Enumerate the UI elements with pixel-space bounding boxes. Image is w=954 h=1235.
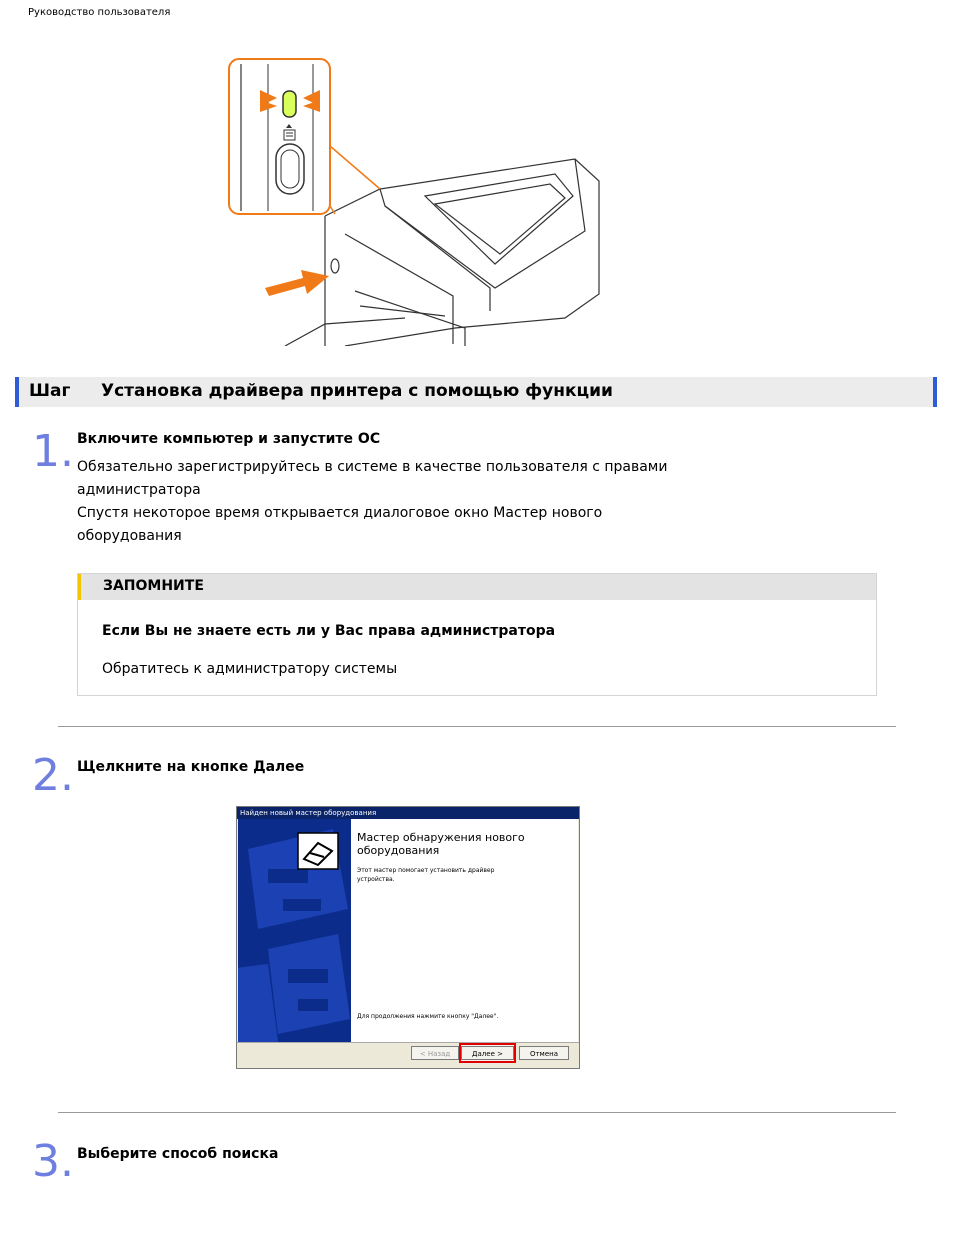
wizard-dialog xyxy=(236,806,580,1069)
step-heading: Выберите способ поиска xyxy=(77,1146,279,1162)
dialog-description xyxy=(357,866,527,884)
dialog-separator xyxy=(237,1042,579,1043)
step-text xyxy=(77,456,667,548)
note-subtitle: Если Вы не знаете есть ли у Вас права администратора xyxy=(102,623,556,639)
step-text-line: Спустя некоторое время открывается диалоговое окно Мастер нового xyxy=(77,505,603,521)
printer-illustration xyxy=(225,56,605,346)
note-title: ЗАПОМНИТЕ xyxy=(103,578,204,594)
section-header xyxy=(15,377,937,407)
divider xyxy=(58,726,896,727)
back-button[interactable]: < Назад xyxy=(411,1046,459,1060)
step-text-line: администратора xyxy=(77,482,201,498)
power-switch-arrow xyxy=(265,270,329,296)
step-text-line: оборудования xyxy=(77,528,182,544)
step-text-line: Обязательно зарегистрируйтесь в системе в качестве пользователя с правами xyxy=(77,459,668,475)
divider xyxy=(58,1112,896,1113)
note-box xyxy=(77,573,877,696)
control-panel-callout xyxy=(229,59,330,214)
document-header: Руководство пользователя xyxy=(28,7,171,18)
dialog-content xyxy=(351,819,578,1042)
dialog-heading xyxy=(357,831,525,857)
step-heading: Щелкните на кнопке Далее xyxy=(77,759,305,775)
status-led xyxy=(283,91,296,117)
dialog-heading-line: Мастер обнаружения нового xyxy=(357,831,525,844)
section-title: Установка драйвера принтера с помощью функции xyxy=(101,381,613,401)
step-heading: Включите компьютер и запустите ОС xyxy=(77,431,381,447)
dialog-description-line: Этот мастер помогает установить драйвер xyxy=(357,867,495,874)
dialog-heading-line: оборудования xyxy=(357,844,440,857)
printer-body xyxy=(285,159,599,346)
note-body: Обратитесь к администратору системы xyxy=(102,661,398,677)
section-label: Шаг xyxy=(29,381,71,401)
step-number: 3. xyxy=(32,1136,74,1187)
dialog-continue-text: Для продолжения нажмите кнопку "Далее". xyxy=(357,1013,499,1020)
step-number: 2. xyxy=(32,750,74,801)
dialog-title: Найден новый мастер оборудования xyxy=(237,807,579,819)
cancel-button[interactable]: Отмена xyxy=(519,1046,569,1060)
next-button[interactable]: Далее > xyxy=(461,1046,514,1060)
dialog-description-line: устройства. xyxy=(357,876,395,883)
note-header xyxy=(78,574,876,600)
power-button xyxy=(276,144,304,194)
hardware-icon xyxy=(296,831,340,871)
step-number: 1. xyxy=(32,426,74,477)
